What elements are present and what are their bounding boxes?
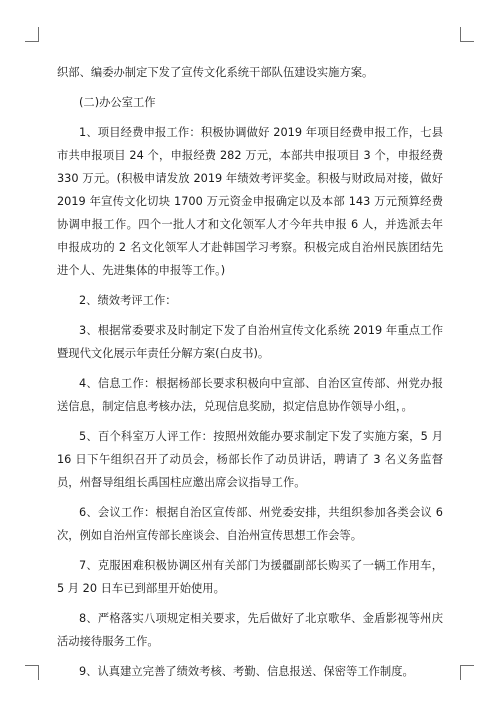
paragraph-item-7: 7、克服困难积极协调区州有关部门为援疆副部长购买了一辆工作用车，5 月 20 日车已到部里开始使用。 (57, 559, 443, 595)
crop-mark-bottom-right-h (460, 665, 474, 666)
section-heading-office-work: (二)办公室工作 (79, 96, 156, 109)
paragraph-item-3: 3、根据常委要求及时制定下发了自治州宣传文化系统 2019 年重点工作暨现代文化展示年责任分解方案(白皮书)。 (57, 324, 443, 360)
paragraph-item-1: 1、项目经费申报工作：积极协调做好 2019 年项目经费申报工作，七县市共申报项目 24 个，申报经费 282 万元，本部共申报项目 3 个，申报经费 330 万元。(积极申请发放 2019 年绩效考评奖金。积极与财政局对接，做好 2019 年宣传文化切块 1700 万元资金申报确定以及本部 143 万元预算经费协调申报工作。四个一批人才和文化领军人才今年共申报 6 人，并选派去年申报成功的 2 名文化领军人才赴韩国学习考察。积极完成自治州民族团结先进个人、先进集体的申报等工作。) (57, 126, 443, 277)
paragraph-item-8: 8、严格落实八项规定相关要求，先后做好了北京歌华、金盾影视等州庆活动接待服务工作。 (57, 612, 443, 648)
crop-mark-top-left-v (38, 27, 39, 42)
crop-mark-top-right-h (460, 41, 474, 42)
crop-mark-top-left-h (25, 41, 39, 42)
crop-mark-top-right-v (460, 27, 461, 42)
crop-mark-bottom-left-v (38, 665, 39, 680)
paragraph-item-4: 4、信息工作：根据杨部长要求积极向中宣部、自治区宣传部、州党办报送信息，制定信息考核办法，兑现信息奖励，拟定信息协作领导小组，。 (57, 377, 443, 413)
crop-mark-bottom-left-h (25, 665, 39, 666)
paragraph-item-2: 2、绩效考评工作： (79, 294, 177, 307)
document-body (57, 61, 443, 690)
crop-mark-bottom-right-v (460, 665, 461, 680)
paragraph-item-5: 5、百个科室万人评工作：按照州效能办要求制定下发了实施方案，5 月 16 日下午组织召开了动员会，杨部长作了动员讲话，聘请了 3 名义务监督员，州督导组组长禹国柱应邀出席会议指导工作。 (57, 430, 443, 489)
paragraph-item-9: 9、认真建立完善了绩效考核、考勤、信息报送、保密等工作制度。 (79, 665, 414, 678)
paragraph-continuation: 织部、编委办制定下发了宣传文化系统干部队伍建设实施方案。 (57, 66, 374, 79)
paragraph-item-6: 6、会议工作：根据自治区宣传部、州党委安排，共组织参加各类会议 6 次，例如自治州宣传部长座谈会、自治州宣传思想工作会等。 (57, 506, 443, 542)
